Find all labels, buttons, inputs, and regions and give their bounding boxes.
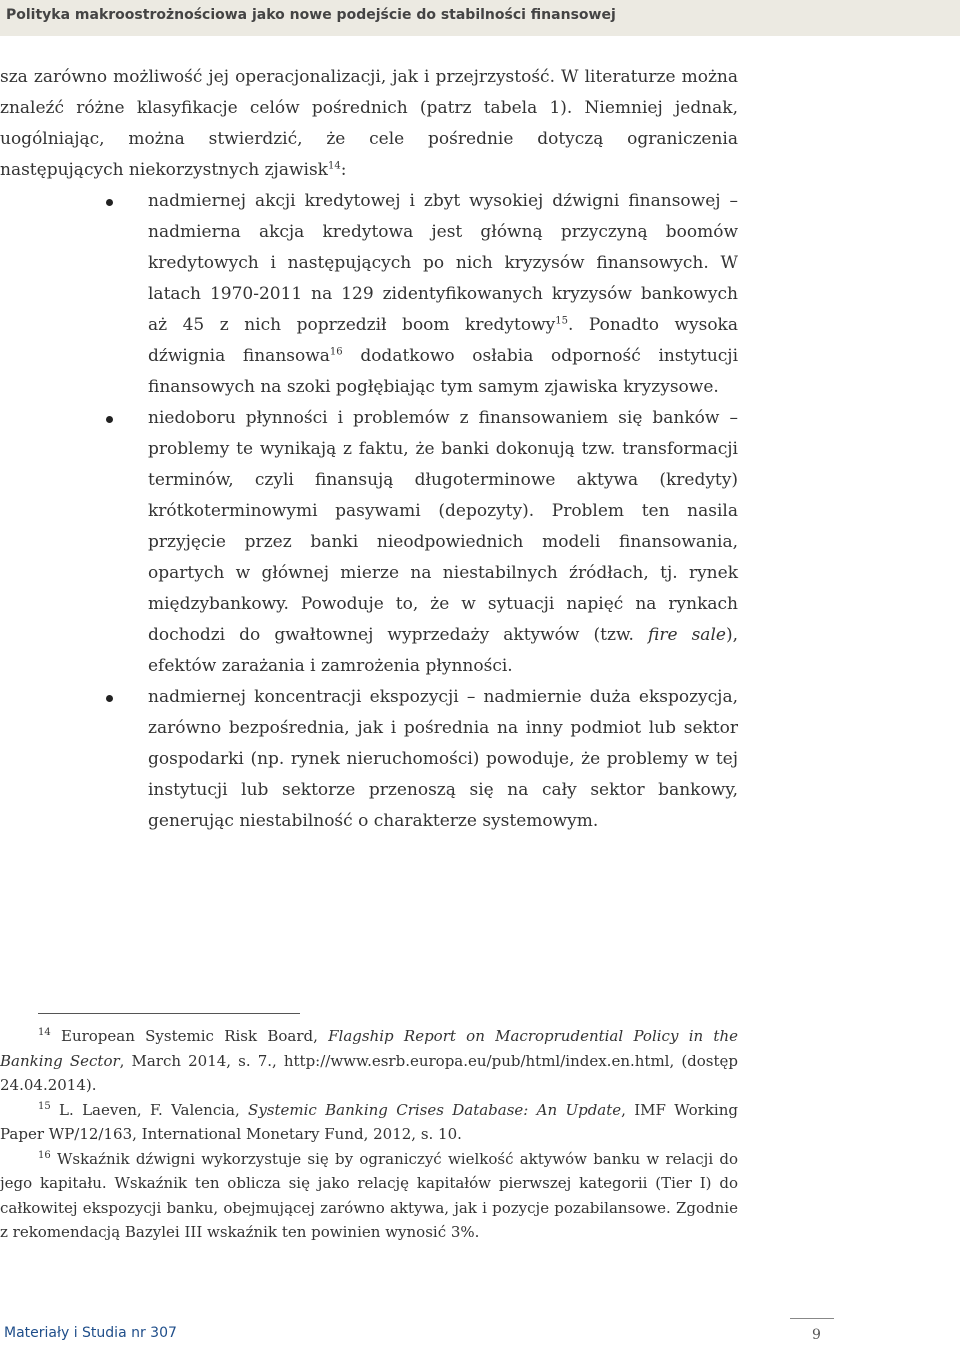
footnote-ref-15[interactable]: 15 xyxy=(555,315,568,327)
list-item-text: nadmiernej koncentracji ekspozycji – nadmiernie duża ekspozycja, zarówno bezpośrednia, jak i pośrednia na inny podmiot lub sektor gospodarki (np. rynek nieruchomości) powoduje, że problemy w tej instytucji lub sektorze przenoszą się na cały sektor bankowy, generując niestabilność o charakterze systemowym. xyxy=(148,687,738,831)
footnote-number: 15 xyxy=(38,1100,51,1112)
footnote-italic: Systemic Banking Crises Database: An Update xyxy=(248,1100,622,1119)
footer-rule xyxy=(790,1318,834,1319)
footnote-text: European Systemic Risk Board, xyxy=(50,1027,329,1045)
footnotes xyxy=(0,1024,738,1245)
page-number: 9 xyxy=(812,1327,821,1343)
footnote-text: , IMF Working Paper WP/12/163, International Monetary Fund, 2012, s. 10. xyxy=(0,1100,738,1143)
intro-colon: : xyxy=(340,160,347,180)
footer-publication: Materiały i Studia nr 307 xyxy=(4,1325,177,1341)
intro-paragraph xyxy=(0,62,738,186)
footnote-number: 16 xyxy=(38,1149,51,1161)
footnote-15 xyxy=(0,1098,738,1147)
list-item-text: nadmiernej akcji kredytowej i zbyt wysokiej dźwigni finansowej – nadmierna akcja kredytowa jest główną przyczyną boomów kredytowych i następujących po nich kryzysów finansowych. W latach 1970-2011 na 129 zidentyfikowanych kryzysów bankowych aż 45 z nich poprzedził boom kredytowy xyxy=(148,191,738,335)
footnote-14 xyxy=(0,1024,738,1098)
list-item xyxy=(148,403,738,682)
footnote-16 xyxy=(0,1147,738,1245)
list-item-text: ), efektów zarażania i zamrożenia płynności. xyxy=(148,625,738,676)
bullet-dot-icon xyxy=(106,416,113,423)
list-item-text: dodatkowo osłabia odporność instytucji finansowych na szoki pogłębiając tym samym zjawiska kryzysowe. xyxy=(148,346,739,397)
footnote-separator xyxy=(38,1013,300,1014)
bullet-list xyxy=(0,186,738,837)
bullet-dot-icon xyxy=(106,695,113,702)
footnote-text: Wskaźnik dźwigni wykorzystuje się by ograniczyć wielkość aktywów banku w relacji do jego kapitału. Wskaźnik ten oblicza się jako relację kapitałów pierwszej kategorii (Tier I) do całkowitej ekspozycji banku, obejmującej zarówno aktywa, jak i pozycje pozabilansowe. Zgodnie z rekomendacją Bazylei III wskaźnik ten powinien wynosić 3%. xyxy=(0,1149,738,1241)
list-item-italic: fire sale xyxy=(647,625,726,645)
list-item-text: . Ponadto wysoka dźwignia finansowa xyxy=(148,315,738,366)
list-item-text: niedoboru płynności i problemów z finansowaniem się banków – problemy te wynikają z faktu, że banki dokonują tzw. transformacji terminów, czyli finansują długoterminowe aktywa (kredyty) krótkoterminowymi pasywami (depozyty). Problem ten nasila przyjęcie przez banki nieodpowiednich modeli finansowania, opartych w głównej mierze na niestabilnych źródłach, tj. rynek międzybankowy. Powoduje to, że w sytuacji napięć na rynkach dochodzi do gwałtownej wyprzedaży aktywów (tzw. xyxy=(148,408,738,645)
intro-text: sza zarówno możliwość jej operacjonalizacji, jak i przejrzystość. W literaturze można znaleźć różne klasyfikacje celów pośrednich (patrz tabela 1). Niemniej jednak, uogólniając, można stwierdzić, że cele pośrednie dotyczą ograniczenia następujących niekorzystnych zjawisk xyxy=(0,67,738,180)
bullet-dot-icon xyxy=(106,199,113,206)
footnote-italic: Flagship Report on Macroprudential Policy in the Banking Sector xyxy=(0,1027,738,1070)
running-header xyxy=(0,0,960,36)
list-item xyxy=(148,186,738,403)
footnote-text: L. Laeven, F. Valencia, xyxy=(50,1100,249,1119)
footnote-number: 14 xyxy=(38,1027,51,1038)
running-header-title: Polityka makroostrożnościowa jako nowe podejście do stabilności finansowej xyxy=(6,7,616,23)
footnote-ref-14[interactable]: 14 xyxy=(327,160,341,172)
footnote-text: , March 2014, s. 7., http://www.esrb.europa.eu/pub/html/index.en.html, (dostęp 24.04.2014). xyxy=(0,1051,739,1094)
list-item xyxy=(148,682,738,837)
main-text xyxy=(0,62,738,837)
footnote-ref-16[interactable]: 16 xyxy=(329,346,343,358)
